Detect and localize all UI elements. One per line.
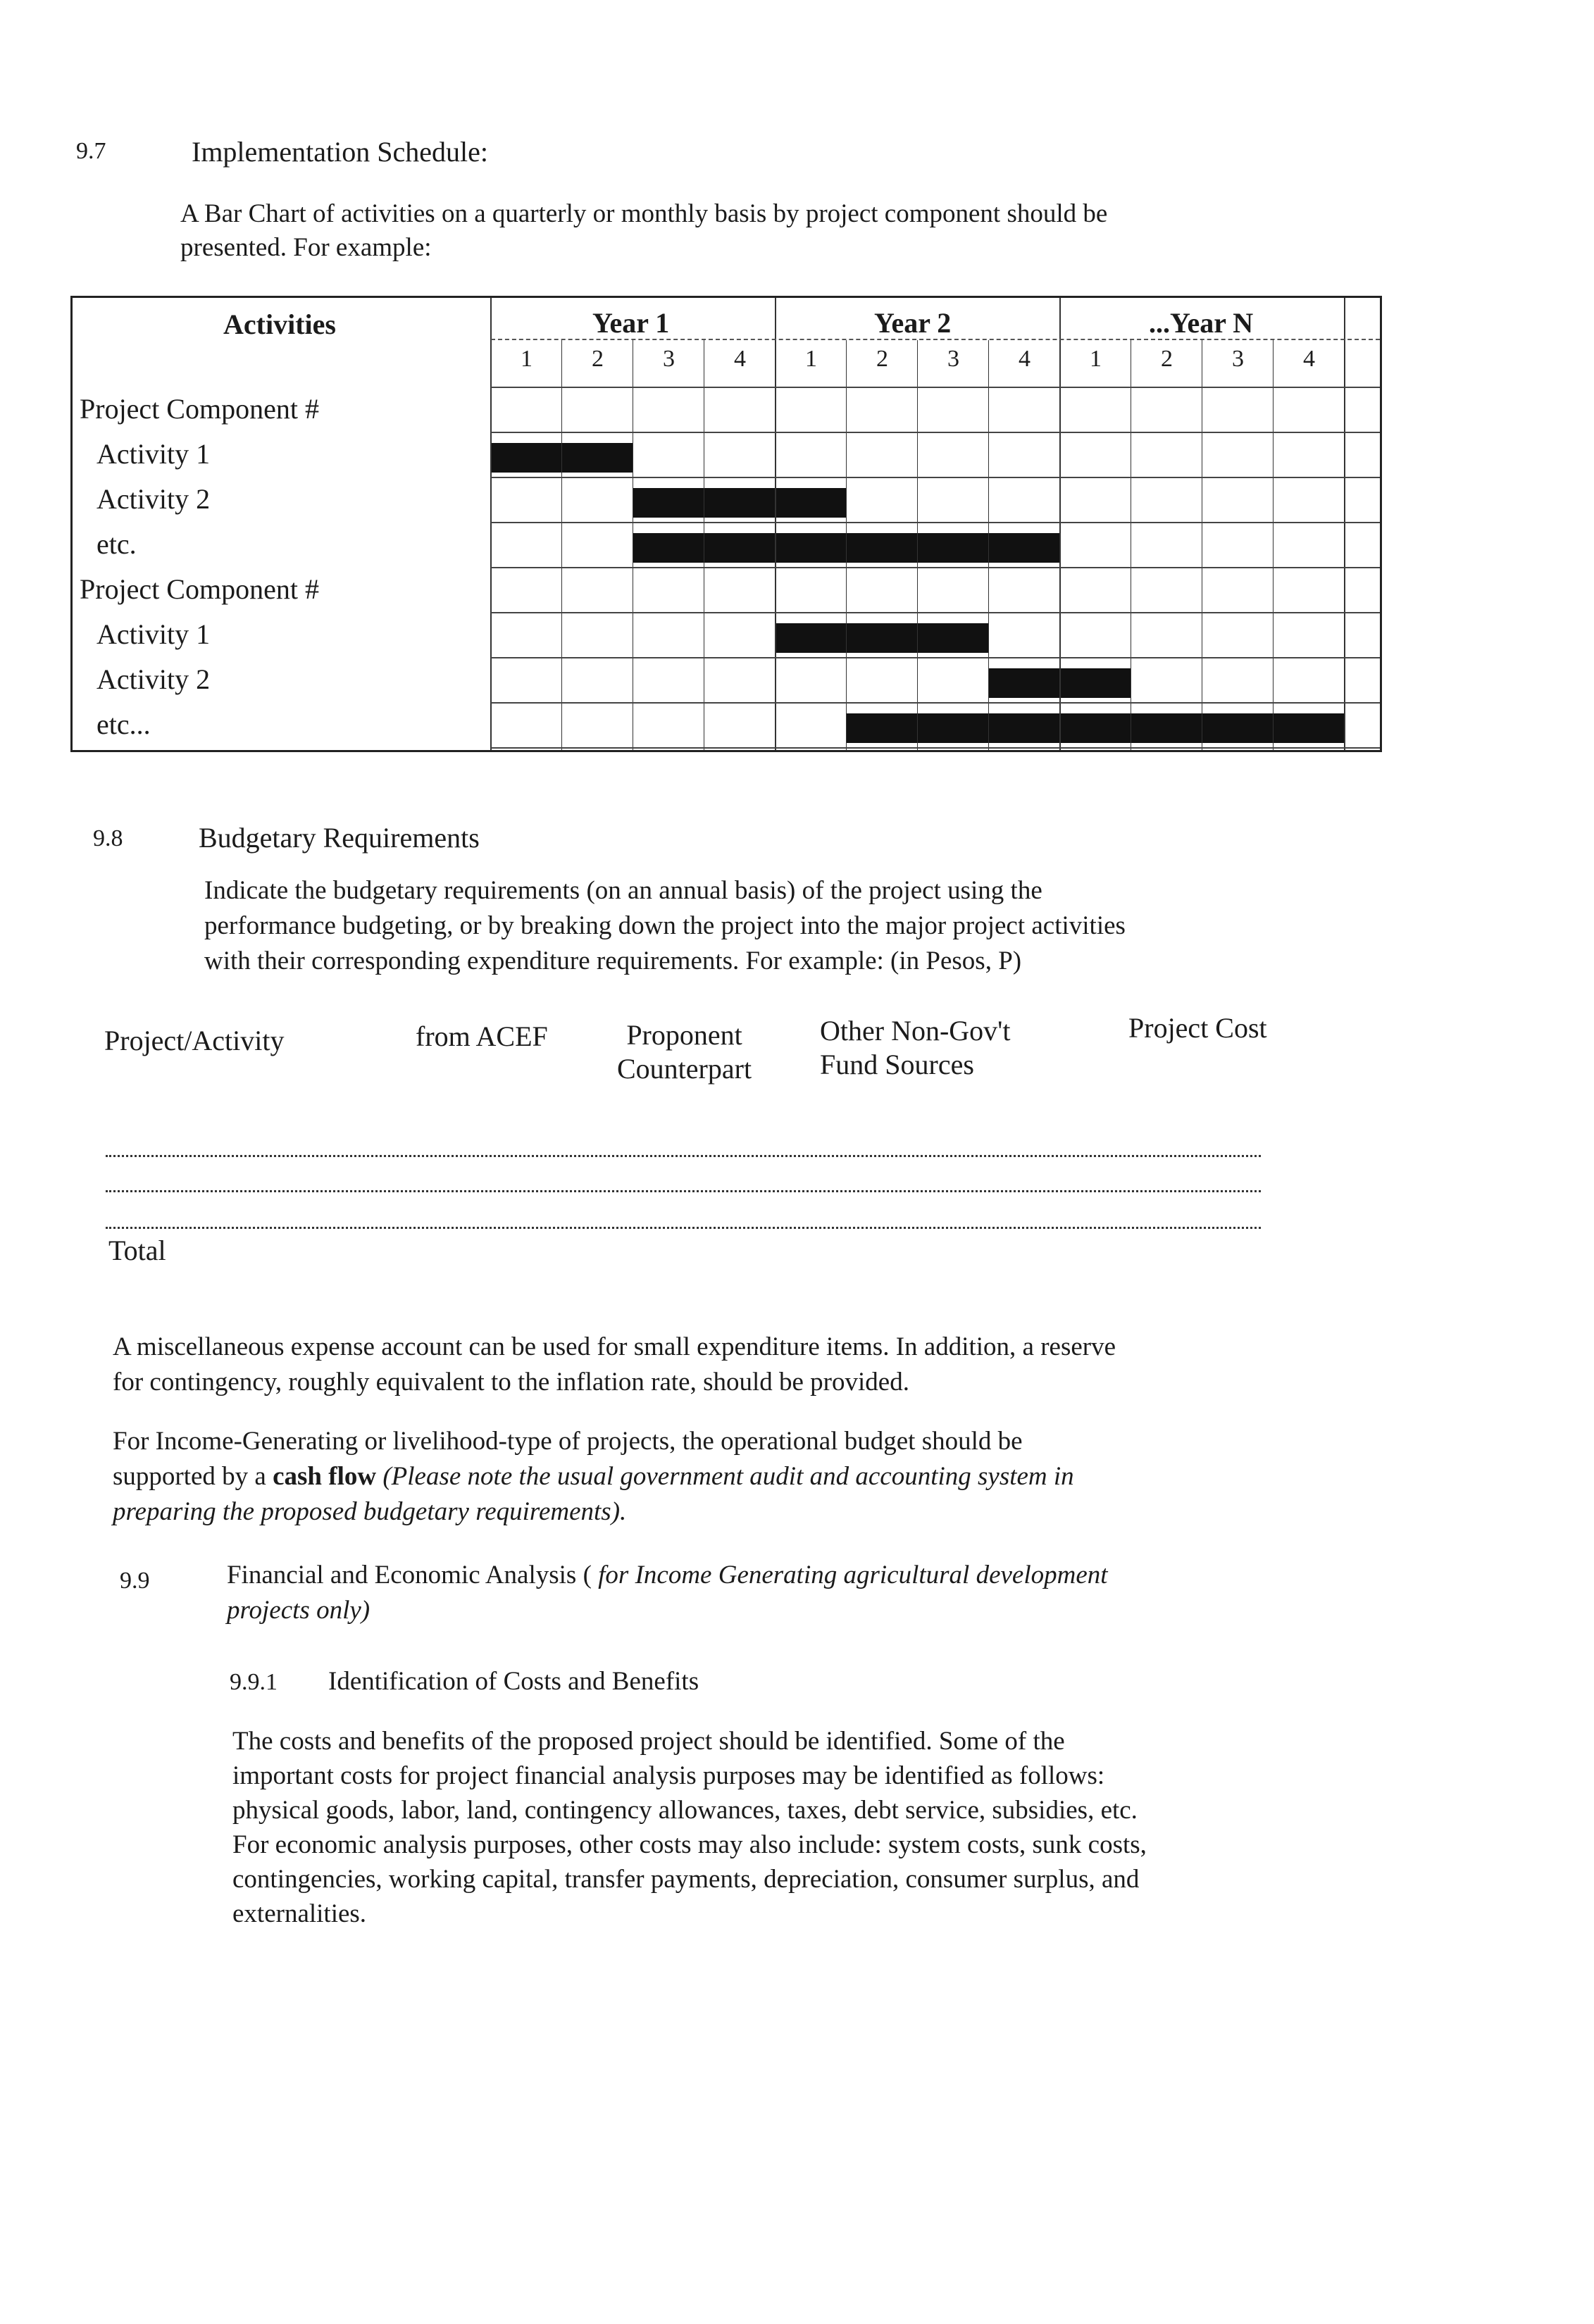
section-number-9-9-1: 9.9.1 (230, 1669, 278, 1695)
quarter-label-3: 3 (663, 346, 675, 372)
grid-hline (491, 567, 1380, 568)
col-project-activity: Project/Activity (104, 1025, 285, 1056)
income-line-1: For Income-Generating or livelihood-type of projects, the operational budget should be (113, 1427, 1023, 1456)
header-year-n: ...Year N (1149, 307, 1254, 339)
para-line-3: with their corresponding expenditure requirements. For example: (in Pesos, P) (204, 947, 1022, 975)
section-title-implementation-schedule: Implementation Schedule: (192, 136, 488, 168)
section-99-title-text: Financial and Economic Analysis ( (227, 1561, 599, 1589)
header-year-2: Year 2 (874, 307, 952, 339)
costs-benefits-paragraph (232, 1724, 1364, 1931)
cash-flow-term: cash flow (273, 1462, 377, 1491)
section-number-9-8: 9.8 (93, 825, 123, 851)
row-label-6: Activity 1 (96, 618, 211, 650)
row-label-3: Activity 2 (96, 483, 211, 515)
quarter-label-11: 3 (1232, 346, 1244, 372)
para-line-1: Indicate the budgetary requirements (on an annual basis) of the project using the (204, 876, 1042, 905)
row-label-2: Activity 1 (96, 438, 211, 470)
quarter-label-4: 4 (734, 346, 746, 372)
budget-row-line-1 (106, 1155, 1261, 1157)
section-number-9-9: 9.9 (120, 1568, 150, 1594)
row-label-8: etc... (96, 708, 151, 740)
para-line-2: performance budgeting, or by breaking down the project into the major project activities (204, 911, 1126, 940)
cb-line-1: The costs and benefits of the proposed project should be identified. Some of the (232, 1727, 1065, 1756)
col-proponent-line-1: Proponent (626, 1019, 742, 1051)
grid-vline (490, 298, 492, 750)
quarter-label-1: 1 (521, 346, 533, 372)
grid-vline (1059, 298, 1061, 750)
section-title-budgetary-requirements: Budgetary Requirements (199, 822, 480, 854)
col-other-line-1: Other Non-Gov't (820, 1015, 1011, 1047)
grid-vline (1273, 340, 1274, 750)
budget-total-label: Total (108, 1235, 166, 1266)
income-generating-paragraph (113, 1424, 1352, 1530)
col-proponent-line-2: Counterpart (617, 1053, 752, 1085)
gantt-bar-row-6-1 (776, 623, 989, 653)
cb-line-3: physical goods, labor, land, contingency allowances, taxes, debt service, subsidies, etc. (232, 1796, 1138, 1825)
section-98-paragraph (204, 873, 1343, 979)
quarter-label-9: 1 (1090, 346, 1102, 372)
grid-vline (917, 340, 918, 750)
gantt-bar-row-4-1 (633, 533, 1060, 563)
budget-row-line-3 (106, 1227, 1261, 1229)
subsection-title-costs-benefits: Identification of Costs and Benefits (328, 1667, 699, 1696)
grid-vline (561, 340, 562, 750)
gantt-bar-row-2-1 (491, 443, 633, 473)
budget-row-line-2 (106, 1190, 1261, 1192)
income-line-2 (113, 1459, 1352, 1494)
section-97-intro (180, 197, 1321, 265)
grid-hline (491, 702, 1380, 704)
grid-hline (491, 657, 1380, 658)
grid-hline (491, 432, 1380, 433)
grid-hline (491, 522, 1380, 523)
year-header-divider (491, 339, 1380, 340)
quarter-label-8: 4 (1019, 346, 1031, 372)
grid-hline (491, 747, 1380, 749)
grid-vline (1344, 298, 1345, 750)
quarter-label-2: 2 (592, 346, 604, 372)
col-from-acef: from ACEF (416, 1020, 548, 1052)
gantt-chart-table (70, 296, 1382, 752)
header-year-1: Year 1 (592, 307, 670, 339)
row-label-1: Project Component # (80, 393, 319, 425)
grid-hline (491, 477, 1380, 478)
section-99-title-line-2: projects only) (227, 1596, 371, 1625)
intro-line-1: A Bar Chart of activities on a quarterly or monthly basis by project component should be (180, 199, 1108, 228)
grid-hline (491, 387, 1380, 388)
grid-vline (775, 298, 776, 750)
quarter-label-6: 2 (876, 346, 888, 372)
row-label-7: Activity 2 (96, 663, 211, 695)
header-activities: Activities (223, 308, 336, 340)
col-project-cost: Project Cost (1128, 1012, 1267, 1044)
gantt-bar-row-8-1 (847, 713, 1345, 743)
row-label-5: Project Component # (80, 573, 319, 605)
cb-line-5: contingencies, working capital, transfer payments, depreciation, consumer surplus, and (232, 1865, 1140, 1894)
cb-line-6: externalities. (232, 1899, 367, 1928)
quarter-label-12: 4 (1303, 346, 1315, 372)
income-line-2-note: (Please note the usual government audit and accounting system in (376, 1462, 1074, 1491)
grid-vline (988, 340, 989, 750)
intro-line-2: presented. For example: (180, 233, 432, 262)
cb-line-2: important costs for project financial analysis purposes may be identified as follows: (232, 1761, 1105, 1790)
grid-vline (846, 340, 847, 750)
row-label-4: etc. (96, 528, 137, 560)
col-proponent-counterpart (617, 1018, 752, 1086)
section-number-9-7: 9.7 (76, 138, 106, 164)
cb-line-4: For economic analysis purposes, other costs may also include: system costs, sunk costs, (232, 1830, 1147, 1859)
col-other-non-gov-fund (820, 1014, 1011, 1082)
gantt-bar-row-3-1 (633, 488, 847, 518)
misc-line-2: for contingency, roughly equivalent to the inflation rate, should be provided. (113, 1368, 909, 1397)
misc-line-1: A miscellaneous expense account can be used for small expenditure items. In addition, a reserve (113, 1332, 1116, 1361)
quarter-label-5: 1 (805, 346, 817, 372)
section-99-title-qualifier: for Income Generating agricultural development (598, 1561, 1108, 1589)
misc-expense-paragraph (113, 1330, 1352, 1400)
income-line-3: preparing the proposed budgetary requirements). (113, 1497, 627, 1526)
grid-hline (491, 612, 1380, 613)
quarter-label-10: 2 (1161, 346, 1173, 372)
section-99-title-line-1 (227, 1558, 1354, 1593)
income-line-2-text: supported by a (113, 1462, 273, 1491)
quarter-label-7: 3 (947, 346, 959, 372)
section-title-financial-economic-analysis (227, 1558, 1354, 1628)
col-other-line-2: Fund Sources (820, 1049, 974, 1080)
